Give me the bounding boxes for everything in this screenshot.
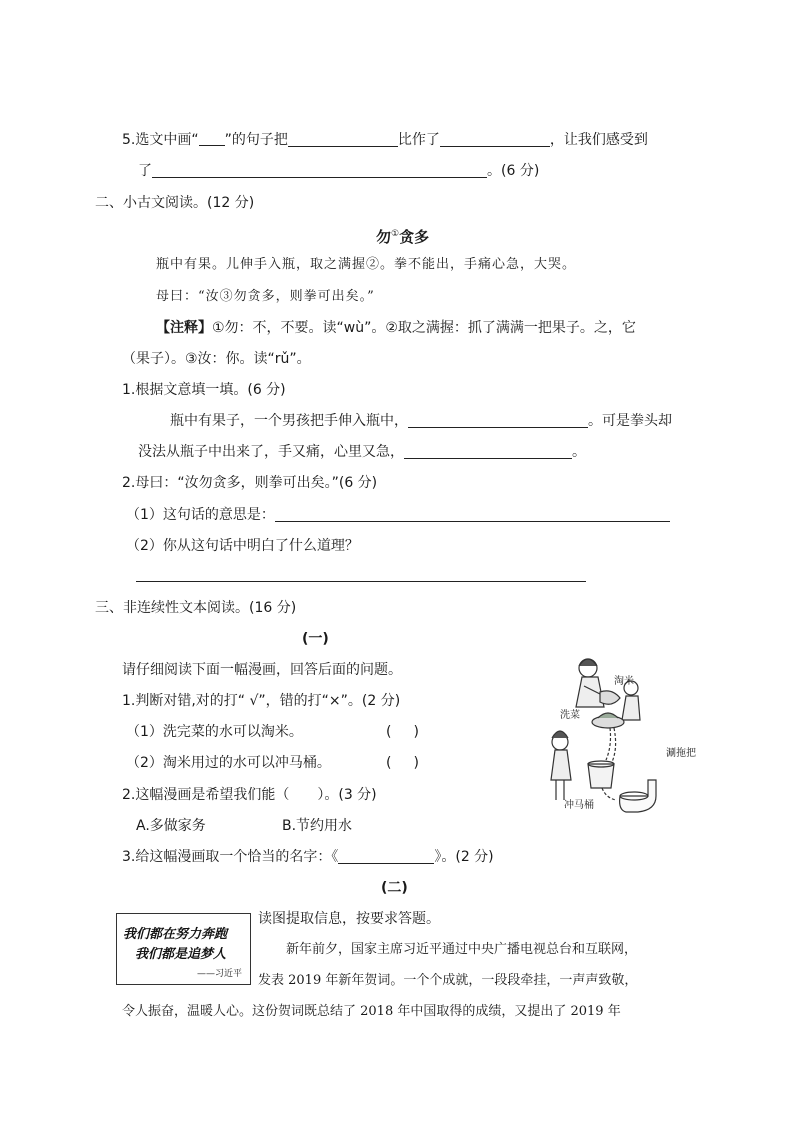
label-xi-cai: 洗菜 <box>560 710 580 721</box>
q5-score: 。(6 分) <box>487 163 540 179</box>
paren-close: ) <box>413 724 419 740</box>
paren-close: ) <box>413 755 419 771</box>
annotation-line2: （果子）。③汝：你。读“rǔ”。 <box>122 351 311 367</box>
s2-q2-stem: 2.母曰：“汝勿贪多，则拳可出矣。”(6 分) <box>122 475 378 491</box>
s3-q2-option-b[interactable]: B.节约用水 <box>282 818 353 834</box>
s3-q2-option-a[interactable]: A.多做家务 <box>136 818 206 834</box>
slogan-signature: ——习近平 <box>196 969 242 979</box>
paren-open: ( <box>386 755 392 771</box>
s2-q2-answer-blank-2[interactable] <box>136 567 586 582</box>
s2-q1-text-b: 。可是拳头却 <box>588 413 672 429</box>
s2-q1-answer-blank-2[interactable] <box>404 444 572 459</box>
s3-q1-sub1 <box>126 722 303 742</box>
rice-bowl-icon <box>600 691 620 704</box>
annotation-line1 <box>156 318 636 338</box>
s2-q2-sub2: （2）你从这句话中明白了什么道理？ <box>126 538 359 554</box>
s2-q1-stem: 1.根据文意填一填。(6 分) <box>122 382 286 398</box>
s2-q1-line1 <box>170 411 672 431</box>
q5-text-b: ”的句子把 <box>224 132 288 148</box>
classical-text-title <box>376 224 429 247</box>
label-tao-mi: 淘米 <box>614 676 634 687</box>
s3-q1-sub2-text: （2）淘米用过的水可以冲马桶。 <box>126 755 331 771</box>
q5-answer-blank-1[interactable] <box>288 132 398 147</box>
section3-heading: 三、非连续性文本阅读。(16 分) <box>95 600 297 616</box>
q5-line2 <box>138 161 539 181</box>
toilet-icon <box>620 780 656 812</box>
slogan-line-1: 我们都在努力奔跑 <box>123 927 228 942</box>
s3-q1-sub2 <box>126 753 331 773</box>
s2-q1-text-c: 没法从瓶子中出来了，手又痛，心里又急， <box>138 444 404 460</box>
title-footnote-mark: ① <box>391 229 400 239</box>
annotation-label: 【注释】 <box>156 320 212 336</box>
passage-line-3: 令人振奋，温暖人心。这份贺词既总结了 2018 年中国取得的成绩，又提出了 2019 年 <box>122 1004 621 1019</box>
q5-text-d: ，让我们感受到 <box>549 132 648 148</box>
q5-underline-marker <box>199 133 225 146</box>
part1-intro: 请仔细阅读下面一幅漫画，回答后面的问题。 <box>122 662 402 678</box>
q5-text-c: 比作了 <box>397 132 440 148</box>
s3-q1-sub1-text: （1）洗完菜的水可以淘米。 <box>126 724 303 740</box>
passage-line-2: 发表 2019 年新年贺词。一个个成就，一段段牵挂，一声声致敬， <box>258 973 638 988</box>
slogan-image <box>116 913 251 985</box>
slogan-line-2: 我们都是追梦人 <box>135 947 227 962</box>
s2-q1-answer-blank-1[interactable] <box>408 413 588 428</box>
s2-q2-sub1-label: （1）这句话的意思是： <box>126 507 275 523</box>
s2-q2-answer-blank-1[interactable] <box>275 507 670 522</box>
part1-title: (一) <box>302 631 329 647</box>
q5-answer-blank-3[interactable] <box>152 163 487 178</box>
s2-q2-sub1 <box>126 505 670 525</box>
title-part-1: 勿 <box>376 228 392 246</box>
s2-q1-text-a: 瓶中有果子，一个男孩把手伸入瓶中， <box>170 413 408 429</box>
s3-q1-stem: 1.判断对错,对的打“ √”，错的打“×”。(2 分) <box>122 693 401 709</box>
title-part-2: 贪多 <box>399 228 430 246</box>
q5-line1 <box>122 130 648 150</box>
s3-q1-sub1-answer[interactable] <box>386 722 419 742</box>
water-saving-cartoon <box>548 646 718 821</box>
label-shuan-tuoba: 涮拖把 <box>666 748 696 759</box>
part2-title: (二) <box>381 880 408 896</box>
classical-text-para1: 瓶中有果。儿伸手入瓶，取之满握②。拳不能出，手痛心急，大哭。 <box>156 257 577 272</box>
s3-q1-sub2-answer[interactable] <box>386 753 419 773</box>
s3-q2-stem: 2.这幅漫画是希望我们能（ ）。(3 分) <box>122 787 377 803</box>
part2-intro: 读图提取信息，按要求答题。 <box>258 911 440 927</box>
passage-line-1: 新年前夕，国家主席习近平通过中央广播电视总台和互联网， <box>286 942 638 957</box>
q5-text-e: 了 <box>138 163 152 179</box>
paren-open: ( <box>386 724 392 740</box>
q5-answer-blank-2[interactable] <box>440 132 550 147</box>
s3-q3-answer-blank[interactable] <box>338 849 434 864</box>
s2-q1-text-d: 。 <box>572 444 586 460</box>
s2-q1-line2 <box>138 442 586 462</box>
s3-q3-text-b: 》。(2 分) <box>434 849 494 865</box>
q5-text-a: 5.选文中画“ <box>122 132 199 148</box>
label-chong-matong: 冲马桶 <box>564 800 594 811</box>
s3-q3 <box>122 847 494 867</box>
classical-text-para2: 母曰：“汝③勿贪多，则拳可出矣。” <box>156 289 375 304</box>
s3-q3-text-a: 3.给这幅漫画取一个恰当的名字：《 <box>122 849 339 865</box>
section2-heading: 二、小古文阅读。(12 分) <box>95 195 255 211</box>
annotation-text-1: ①勿：不，不要。读“wù”。②取之满握：抓了满满一把果子。之，它 <box>212 320 636 336</box>
